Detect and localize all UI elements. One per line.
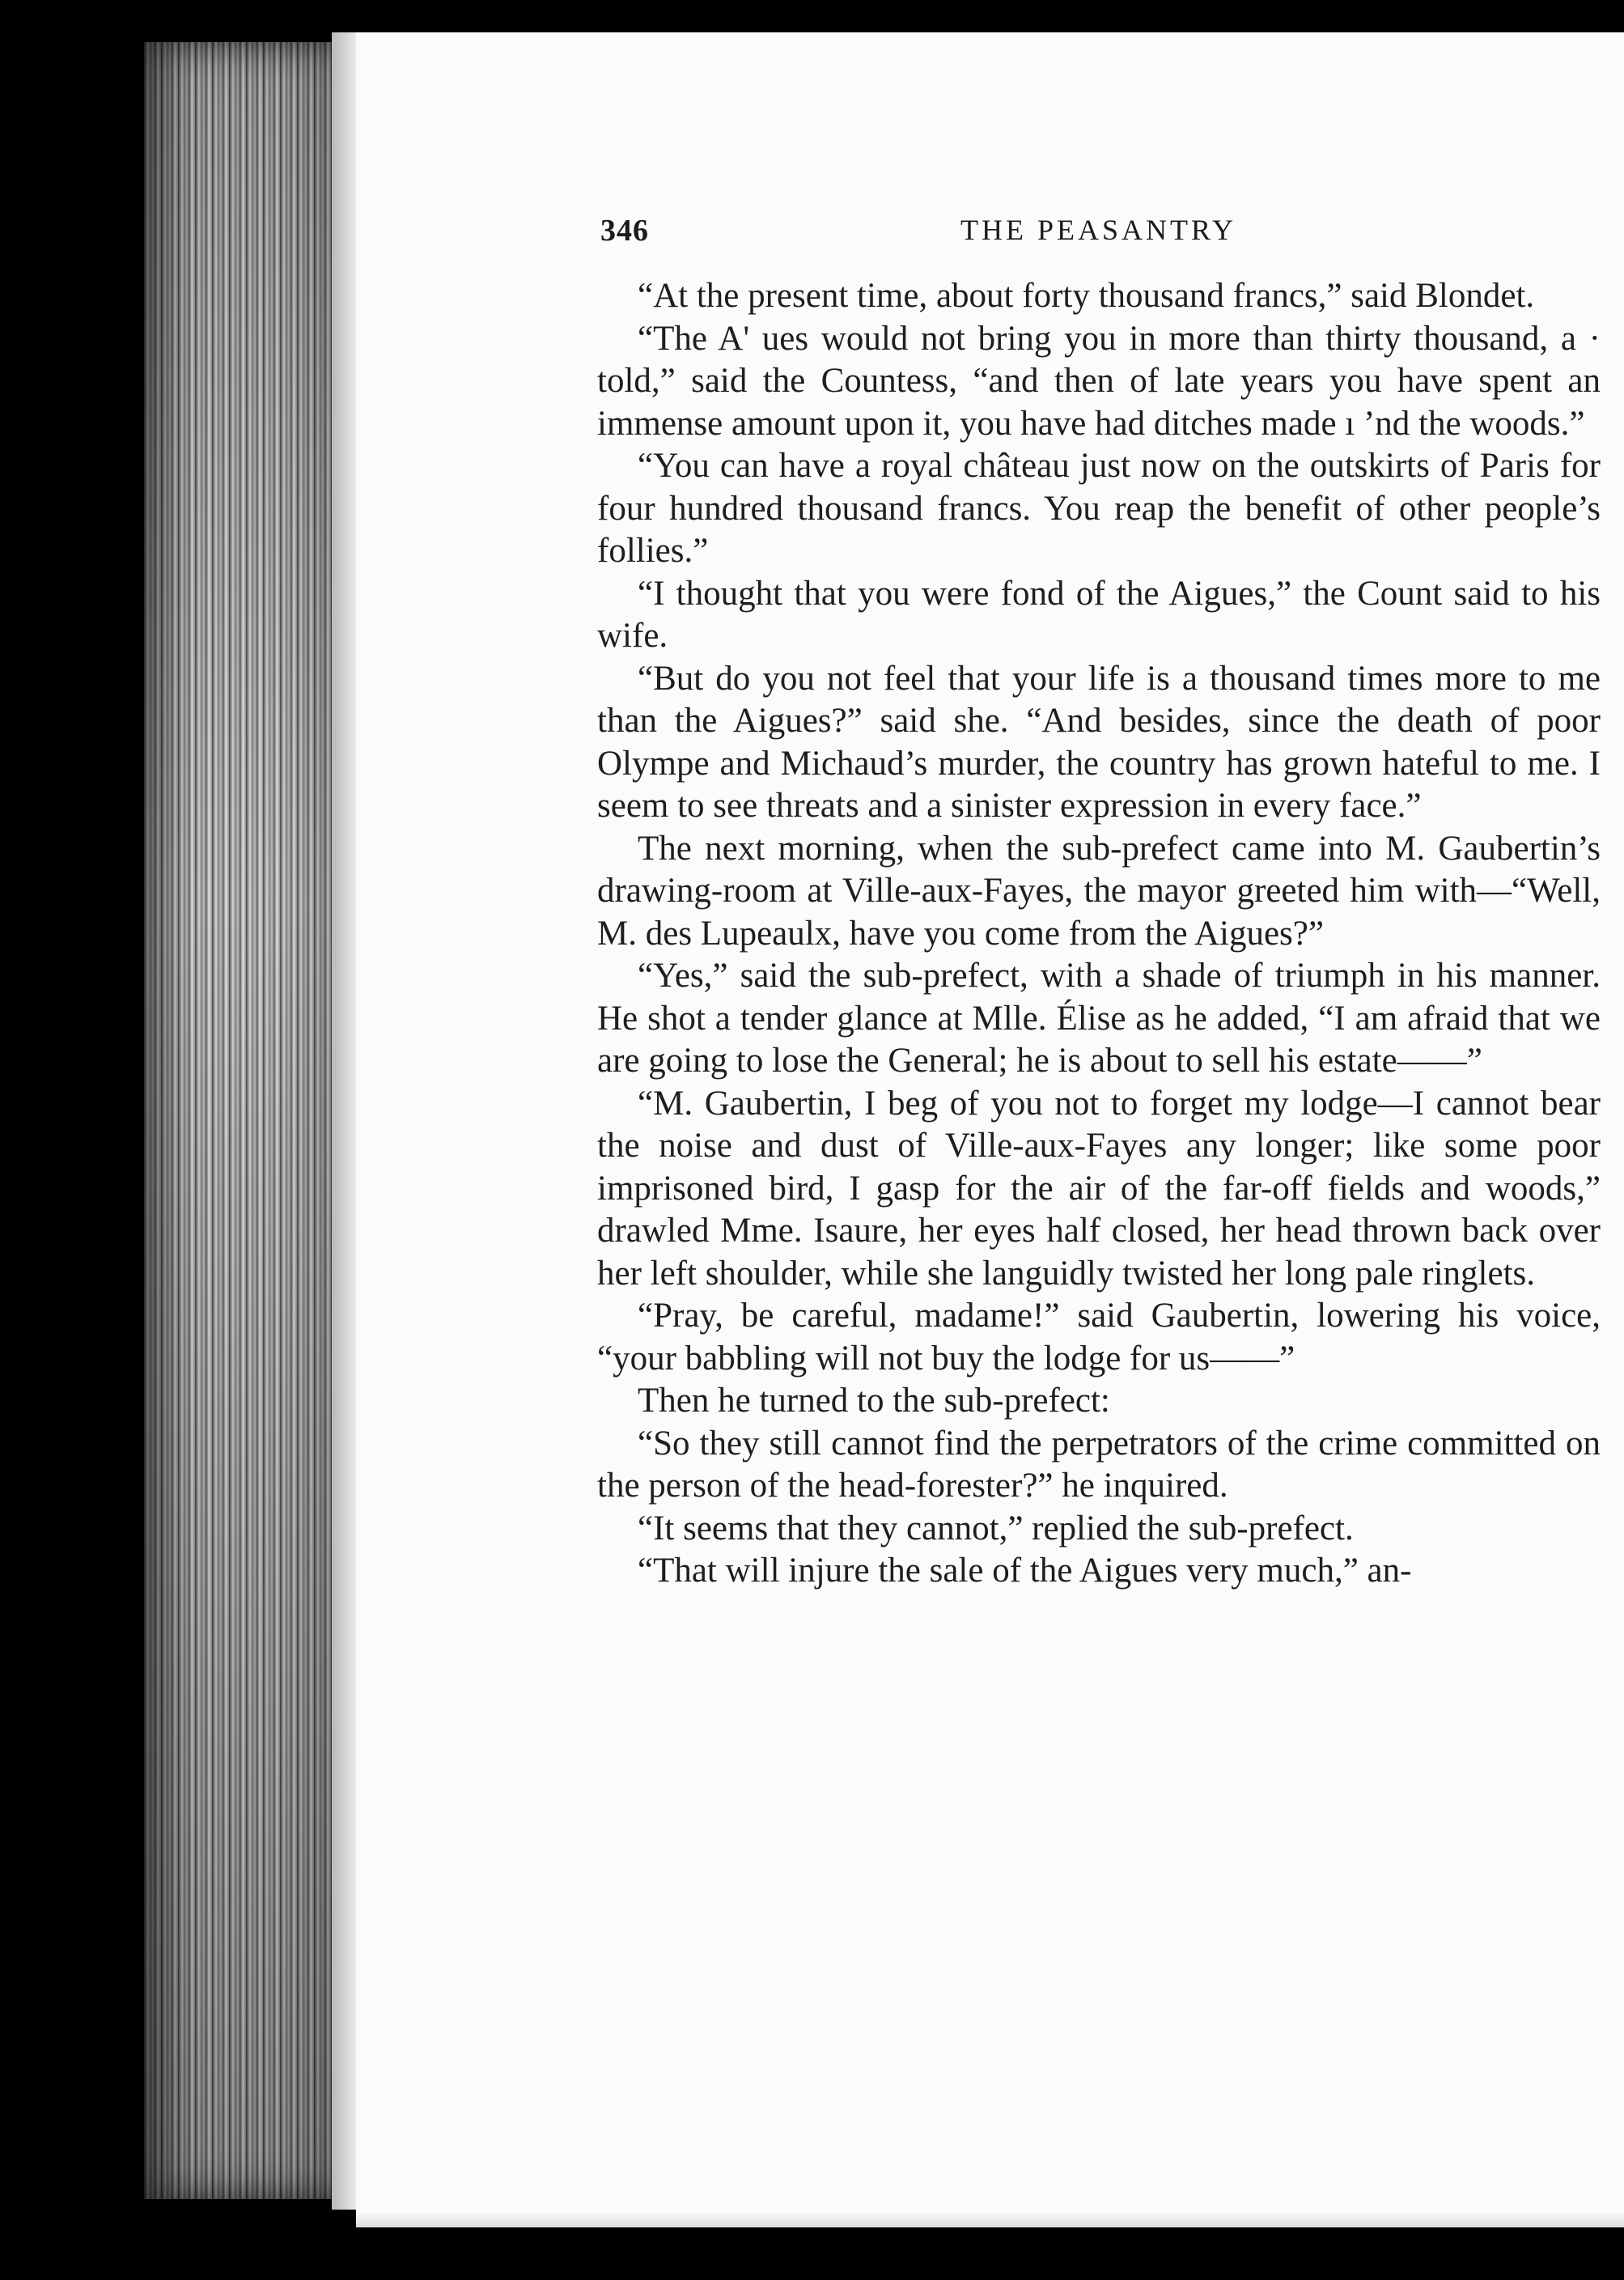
paragraph: “Yes,” said the sub-prefect, with a shade of triumph in his manner. He shot a tender glance at Mlle. Élise as he added, “I am afraid that we are going to lose the General; he is about to sell his estate——” [597,957,1601,1080]
page-edges-shade [144,42,356,2199]
body-text [597,275,1601,1593]
paragraph: “At the present time, about forty thousand francs,” said Blondet. [638,277,1535,315]
paragraph: “The A' ues would not bring you in more than thirty thousand, a · told,” said the Countess, “and then of late years you have spent an immense amount upon it, you have had ditches made ı ’nd the woods.” [597,319,1601,443]
paragraph: “M. Gaubertin, I beg of you not to forget my lodge—I cannot bear the noise and dust of Ville-aux-Fayes any longer; like some poor imprisoned bird, I gasp for the air of the far-off fields and woods,” drawled Mme. Isaure, her eyes half closed, her head thrown back over her left shoulder, while she languidly twisted her long pale ringlets. [597,1084,1601,1293]
paragraph: Then he turned to the sub-prefect: [638,1382,1110,1420]
paragraph: “That will injure the sale of the Aigues very much,” an- [638,1552,1412,1590]
page-number: 346 [600,214,649,248]
running-title: THE PEASANTRY [960,214,1237,246]
paragraph: “I thought that you were fond of the Aigues,” the Count said to his wife. [597,574,1601,655]
paragraph: “It seems that they cannot,” replied the sub-prefect. [638,1509,1354,1548]
paragraph: “You can have a royal château just now on the outskirts of Paris for four hundred thousand francs. You reap the benefit of other people’s follies.” [597,447,1601,570]
running-head [600,213,1604,253]
paragraph: “So they still cannot find the perpetrators of the crime committed on the person of the head-forester?” he inquired. [597,1424,1601,1505]
page-gutter [332,32,359,2210]
page-bottom-shadow [356,2211,1624,2227]
book-page-edges [144,42,356,2199]
paragraph: The next morning, when the sub-prefect came into M. Gaubertin’s drawing-room at Ville-aux-Fayes, the mayor greeted him with—“Well, M. des Lupeaulx, have you come from the Aigues?” [597,829,1601,953]
paragraph: “Pray, be careful, madame!” said Gaubertin, lowering his voice, “your babbling will not buy the lodge for us——” [597,1297,1601,1378]
paragraph: “But do you not feel that your life is a thousand times more to me than the Aigues?” said she. “And besides, since the death of poor Olympe and Michaud’s murder, the country has grown hateful to me. I seem to see threats and a sinister expression in every face.” [597,659,1601,825]
